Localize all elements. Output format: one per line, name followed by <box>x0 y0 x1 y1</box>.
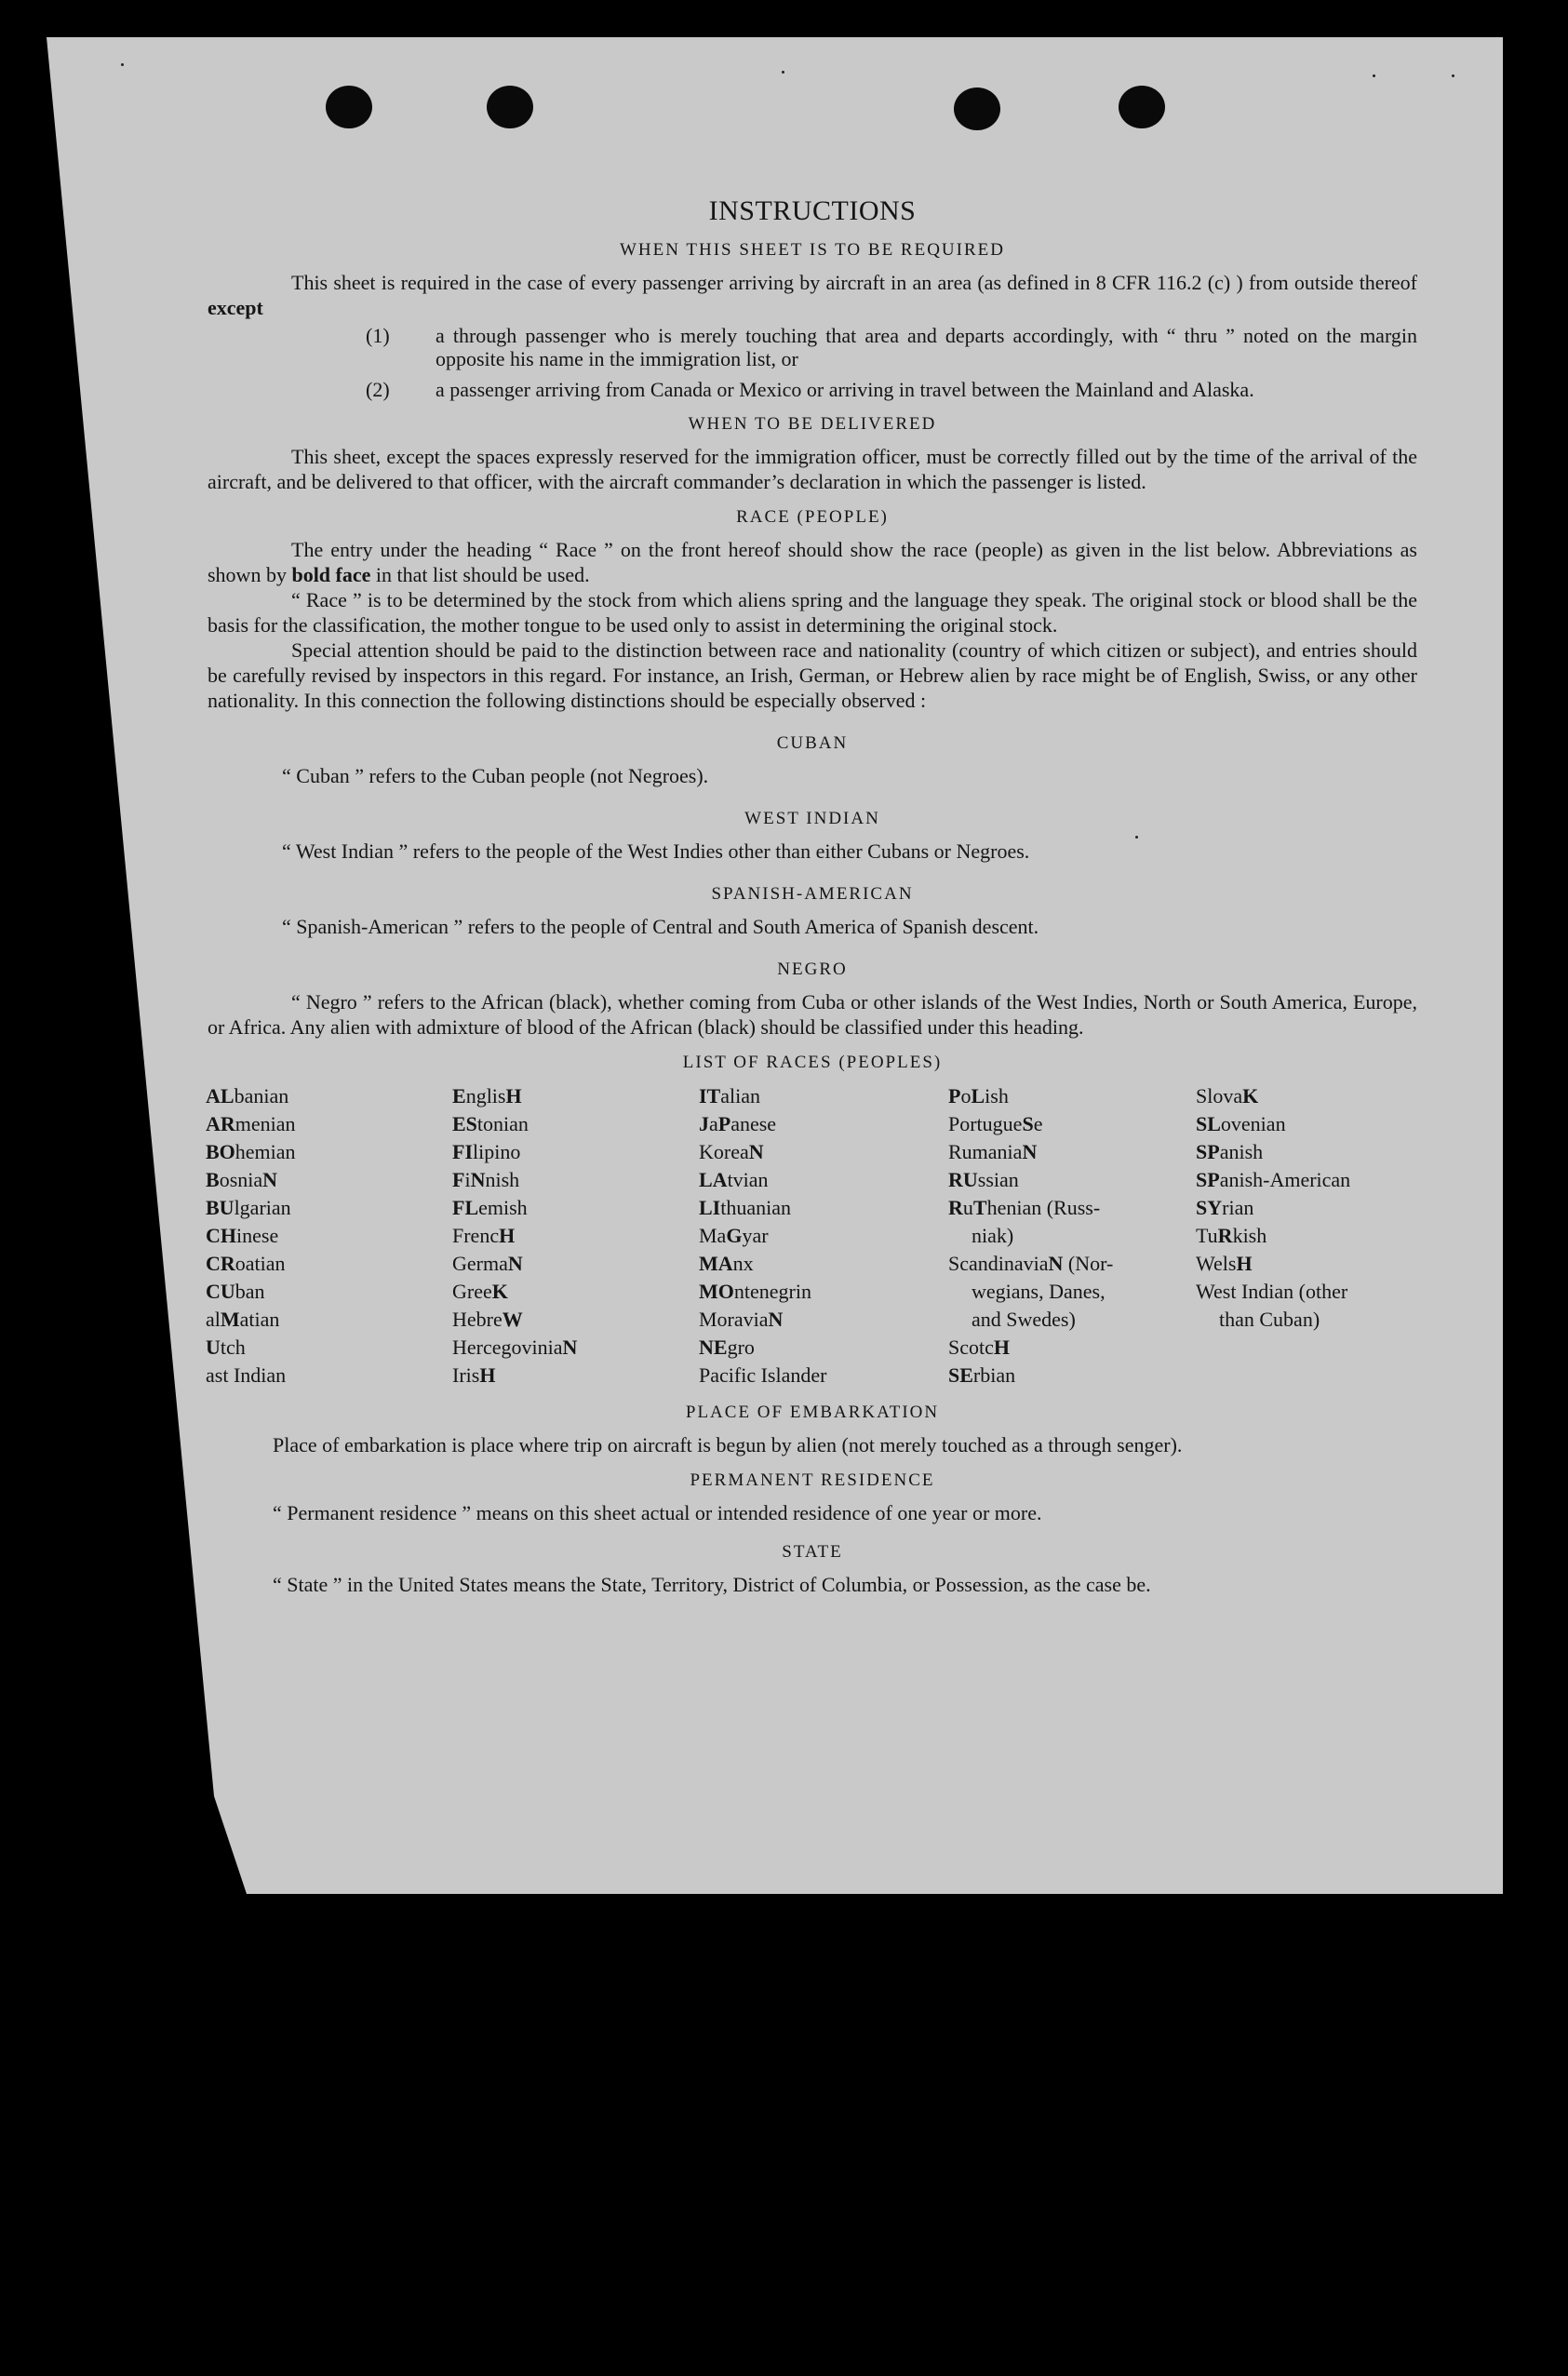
race-abbrev: E <box>452 1084 466 1107</box>
race-entry <box>206 1166 452 1194</box>
race-entry <box>948 1194 1196 1222</box>
race-abbrev: FI <box>452 1140 473 1163</box>
race-entry <box>948 1334 1196 1362</box>
race-text: alian <box>720 1084 761 1107</box>
race-abbrev: R <box>948 1196 963 1219</box>
races-column <box>452 1082 699 1389</box>
race-abbrev: P <box>717 1112 731 1135</box>
race-entry <box>699 1194 948 1222</box>
punch-hole <box>326 86 372 128</box>
section-text: This sheet, except the spaces expressly reserved for the immigration officer, must be correctly filled out by the time of the arrival of the aircraft, and be delivered to that officer, with the aircraft commander’s declaration in which the passenger is listed. <box>208 445 1417 493</box>
section-heading: WHEN TO BE DELIVERED <box>688 414 937 434</box>
race-text: than Cuban) <box>1219 1308 1320 1331</box>
race-entry <box>699 1334 948 1362</box>
race-text: tch <box>220 1336 246 1359</box>
section-text: Special attention should be paid to the distinction between race and nationality (country of which citizen or subject), and entries should be carefully revised by inspectors in this regard. For instance, an Irish, German, or Hebrew alien by race might be of English, Swiss, or any other nationality. In this connection the following distinctions should be especially observed : <box>208 638 1417 712</box>
race-abbrev: H <box>1236 1252 1253 1275</box>
race-abbrev: ES <box>452 1112 477 1135</box>
intro-bold: except <box>208 296 263 319</box>
race-text: Korea <box>699 1140 749 1163</box>
race-abbrev: N <box>470 1168 486 1191</box>
section-heading: PLACE OF EMBARKATION <box>685 1403 940 1422</box>
race-text: henian (Russ- <box>986 1196 1101 1219</box>
race-text: West Indian (other <box>1196 1280 1348 1303</box>
section-text: “ Race ” is to be determined by the stock from which aliens spring and the language they speak. The original stock or blood shall be the basis for the classification, the mother tongue to be used only to assist in determining the original stock. <box>208 588 1417 637</box>
race-entry <box>1196 1110 1419 1138</box>
race-abbrev: J <box>699 1112 709 1135</box>
race-text: tonian <box>476 1112 529 1135</box>
race-abbrev: G <box>726 1224 743 1247</box>
intro-text: This sheet is required in the case of every passenger arriving by aircraft in an area (as defined in 8 CFR 116.2 (c) ) from outside thereof <box>291 271 1417 294</box>
race-entry <box>699 1362 948 1389</box>
section-heading: WEST INDIAN <box>744 809 880 828</box>
race-text: Frenc <box>452 1224 500 1247</box>
race-text: thuanian <box>720 1196 792 1219</box>
race-entry <box>206 1194 452 1222</box>
race-text: ban <box>235 1280 265 1303</box>
race-entry <box>1196 1166 1419 1194</box>
section-text: “ Negro ” refers to the African (black), whether coming from Cuba or other islands of the West Indies, North or South America, Europe, or Africa. Any alien with admixture of blood of the African (black) should be classified under this heading. <box>208 990 1417 1039</box>
race-abbrev: AL <box>206 1084 235 1107</box>
race-text: (Nor- <box>1063 1252 1114 1275</box>
race-text-b: in that list should be used. <box>375 563 590 586</box>
section-text: “ State ” in the United States means the State, Territory, District of Columbia, or Possession, as the case be. <box>273 1573 1151 1596</box>
race-entry <box>206 1138 452 1166</box>
race-entry <box>1196 1194 1419 1222</box>
race-entry <box>948 1082 1196 1110</box>
race-entry <box>206 1222 452 1250</box>
race-abbrev: L <box>971 1084 985 1107</box>
race-entry <box>452 1082 699 1110</box>
section-heading: WHEN THIS SHEET IS TO BE REQUIRED <box>620 240 1005 260</box>
race-text: hemian <box>235 1140 296 1163</box>
race-entry <box>1196 1306 1419 1334</box>
race-text: yar <box>742 1224 769 1247</box>
race-text: ish <box>985 1084 1009 1107</box>
race-abbrev: S <box>1022 1112 1034 1135</box>
race-text: Gree <box>452 1280 492 1303</box>
race-text: Iris <box>452 1363 480 1387</box>
section-heading: SPANISH-AMERICAN <box>711 884 914 904</box>
race-abbrev: H <box>993 1336 1011 1359</box>
race-text: ssian <box>977 1168 1019 1191</box>
race-abbrev: CR <box>206 1252 235 1275</box>
race-abbrev: MA <box>699 1252 733 1275</box>
race-text: oatian <box>235 1252 286 1275</box>
races-column <box>948 1082 1196 1389</box>
race-entry <box>1196 1082 1419 1110</box>
race-text: Hebre <box>452 1308 503 1331</box>
race-text: e <box>1033 1112 1043 1135</box>
item-text: a passenger arriving from Canada or Mexico or arriving in travel between the Mainland and Alaska. <box>436 378 1254 401</box>
speck <box>121 63 124 66</box>
section-heading: CUBAN <box>776 733 849 753</box>
race-abbrev: IT <box>699 1084 721 1107</box>
race-abbrev: M <box>220 1308 240 1331</box>
race-text: atian <box>239 1308 280 1331</box>
race-text: u <box>962 1196 973 1219</box>
race-abbrev: P <box>948 1084 961 1107</box>
race-text: al <box>206 1308 221 1331</box>
race-abbrev: CH <box>206 1224 236 1247</box>
page-title: INSTRUCTIONS <box>708 195 917 226</box>
race-text-a: The entry under the heading “ Race ” on the front hereof should show the race (people) as given in the list below. Abbreviations as shown by <box>208 538 1417 586</box>
race-entry <box>948 1166 1196 1194</box>
race-abbrev: N <box>768 1308 784 1331</box>
race-entry <box>948 1222 1196 1250</box>
section-text: “ Cuban ” refers to the Cuban people (not Negroes). <box>282 764 709 787</box>
speck <box>782 71 784 74</box>
race-text: tvian <box>727 1168 769 1191</box>
section-heading: STATE <box>782 1542 843 1562</box>
race-text: anish <box>1219 1140 1264 1163</box>
race-entry <box>452 1166 699 1194</box>
race-text: lipino <box>473 1140 521 1163</box>
races-list <box>206 1082 1417 1389</box>
race-text: Ma <box>699 1224 727 1247</box>
race-abbrev: N <box>1048 1252 1064 1275</box>
section-heading: RACE (PEOPLE) <box>736 507 889 527</box>
race-text: nish <box>485 1168 520 1191</box>
race-text: gro <box>727 1336 755 1359</box>
section-heading: PERMANENT RESIDENCE <box>690 1470 935 1490</box>
race-entry <box>699 1222 948 1250</box>
race-text: Portugue <box>948 1112 1023 1135</box>
race-entry <box>948 1250 1196 1278</box>
race-text: i <box>464 1168 471 1191</box>
race-abbrev: N <box>262 1168 278 1191</box>
race-text: and Swedes) <box>972 1308 1076 1331</box>
race-entry <box>206 1334 452 1362</box>
race-entry <box>452 1110 699 1138</box>
race-entry <box>699 1166 948 1194</box>
speck <box>1452 74 1454 77</box>
race-abbrev: N <box>748 1140 764 1163</box>
section-text: Place of embarkation is place where trip on aircraft is begun by alien (not merely touched as a through senger). <box>273 1433 1183 1456</box>
race-abbrev: CU <box>206 1280 235 1303</box>
race-entry <box>452 1334 699 1362</box>
race-text: Slova <box>1196 1084 1243 1107</box>
race-text: menian <box>235 1112 296 1135</box>
race-entry <box>699 1138 948 1166</box>
race-text: ovenian <box>1220 1112 1286 1135</box>
race-entry <box>948 1138 1196 1166</box>
race-text: kish <box>1232 1224 1267 1247</box>
race-text: Tu <box>1196 1224 1218 1247</box>
item-number: (1) <box>366 324 390 347</box>
race-text: anese <box>730 1112 777 1135</box>
race-text: Scotc <box>948 1336 994 1359</box>
race-text: Germa <box>452 1252 508 1275</box>
race-abbrev: SE <box>948 1363 973 1387</box>
punch-hole <box>1119 86 1165 128</box>
race-entry <box>1196 1222 1419 1250</box>
instructions-content <box>208 195 1417 1597</box>
section-text: “ West Indian ” refers to the people of the West Indies other than either Cubans or Negroes. <box>282 839 1030 863</box>
race-entry <box>948 1362 1196 1389</box>
race-abbrev: U <box>206 1336 221 1359</box>
section-text <box>208 537 1417 587</box>
document-page <box>37 37 1503 1894</box>
race-abbrev: BU <box>206 1196 235 1219</box>
race-entry <box>1196 1138 1419 1166</box>
race-entry <box>452 1138 699 1166</box>
race-abbrev: N <box>562 1336 578 1359</box>
races-column <box>1196 1082 1419 1389</box>
race-text: nx <box>732 1252 754 1275</box>
race-entry <box>452 1362 699 1389</box>
race-entry <box>452 1194 699 1222</box>
race-entry <box>206 1110 452 1138</box>
race-entry <box>1196 1278 1419 1306</box>
section-heading: LIST OF RACES (PEOPLES) <box>682 1053 943 1072</box>
race-abbrev: K <box>491 1280 508 1303</box>
race-abbrev: SY <box>1196 1196 1223 1219</box>
item-number: (2) <box>366 378 390 401</box>
race-text: nglis <box>465 1084 506 1107</box>
race-abbrev: SP <box>1196 1140 1220 1163</box>
race-entry <box>699 1250 948 1278</box>
race-text: emish <box>478 1196 528 1219</box>
race-entry <box>206 1278 452 1306</box>
race-text: Scandinavia <box>948 1252 1049 1275</box>
race-text: Moravia <box>699 1308 769 1331</box>
race-text: rbian <box>972 1363 1016 1387</box>
race-text: a <box>709 1112 718 1135</box>
races-column <box>206 1082 452 1389</box>
race-text: ntenegrin <box>733 1280 811 1303</box>
race-abbrev: N <box>1022 1140 1038 1163</box>
speck <box>1373 74 1375 77</box>
race-abbrev: AR <box>206 1112 235 1135</box>
race-abbrev: F <box>452 1168 465 1191</box>
race-text: o <box>960 1084 972 1107</box>
race-abbrev: RU <box>948 1168 978 1191</box>
race-abbrev: W <box>502 1308 523 1331</box>
race-abbrev: K <box>1242 1084 1259 1107</box>
race-text: wegians, Danes, <box>972 1280 1106 1303</box>
race-entry <box>452 1222 699 1250</box>
section-text: “ Permanent residence ” means on this sheet actual or intended residence of one year or more. <box>273 1501 1042 1524</box>
section-heading: NEGRO <box>777 960 848 979</box>
race-entry <box>699 1278 948 1306</box>
race-abbrev: SP <box>1196 1168 1220 1191</box>
race-entry <box>948 1306 1196 1334</box>
race-text: rian <box>1222 1196 1254 1219</box>
race-entry <box>206 1306 452 1334</box>
race-abbrev: MO <box>699 1280 734 1303</box>
race-abbrev: H <box>499 1224 516 1247</box>
section-text <box>208 270 1417 320</box>
races-column <box>699 1082 948 1389</box>
race-entry <box>206 1082 452 1110</box>
race-abbrev: FL <box>452 1196 479 1219</box>
race-abbrev: H <box>505 1084 522 1107</box>
race-entry <box>699 1110 948 1138</box>
race-text: inese <box>236 1224 279 1247</box>
race-entry <box>452 1250 699 1278</box>
race-abbrev: H <box>479 1363 496 1387</box>
race-entry <box>1196 1250 1419 1278</box>
race-text: ast Indian <box>206 1363 287 1387</box>
item-text: a through passenger who is merely touching that area and departs accordingly, with “ thru ” noted on the margin opposite his name in the immigration list, or <box>436 324 1417 370</box>
race-abbrev: BO <box>206 1140 235 1163</box>
race-text: niak) <box>972 1224 1014 1247</box>
race-text: banian <box>234 1084 289 1107</box>
race-text: Rumania <box>948 1140 1023 1163</box>
race-entry <box>206 1250 452 1278</box>
race-abbrev: LA <box>699 1168 728 1191</box>
race-text: lgarian <box>234 1196 291 1219</box>
race-entry <box>206 1362 452 1389</box>
race-text: Wels <box>1196 1252 1237 1275</box>
race-text: Hercegovinia <box>452 1336 563 1359</box>
race-text: Pacific Islander <box>699 1363 827 1387</box>
race-abbrev: NE <box>699 1336 728 1359</box>
race-text-bold: bold face <box>291 563 371 586</box>
race-text: anish-American <box>1219 1168 1351 1191</box>
race-entry <box>452 1306 699 1334</box>
race-abbrev: T <box>972 1196 987 1219</box>
list-item <box>208 324 1417 370</box>
race-abbrev: N <box>507 1252 523 1275</box>
race-text: osnia <box>219 1168 263 1191</box>
race-abbrev: SL <box>1196 1112 1221 1135</box>
punch-hole <box>954 87 1000 130</box>
race-entry <box>452 1278 699 1306</box>
race-abbrev: LI <box>699 1196 721 1219</box>
race-abbrev: B <box>206 1168 220 1191</box>
list-item <box>208 378 1417 401</box>
section-text: “ Spanish-American ” refers to the people of Central and South America of Spanish descent. <box>282 915 1039 938</box>
race-entry <box>699 1306 948 1334</box>
race-abbrev: R <box>1217 1224 1233 1247</box>
race-entry <box>699 1082 948 1110</box>
punch-hole <box>487 86 533 128</box>
race-entry <box>948 1278 1196 1306</box>
race-entry <box>948 1110 1196 1138</box>
